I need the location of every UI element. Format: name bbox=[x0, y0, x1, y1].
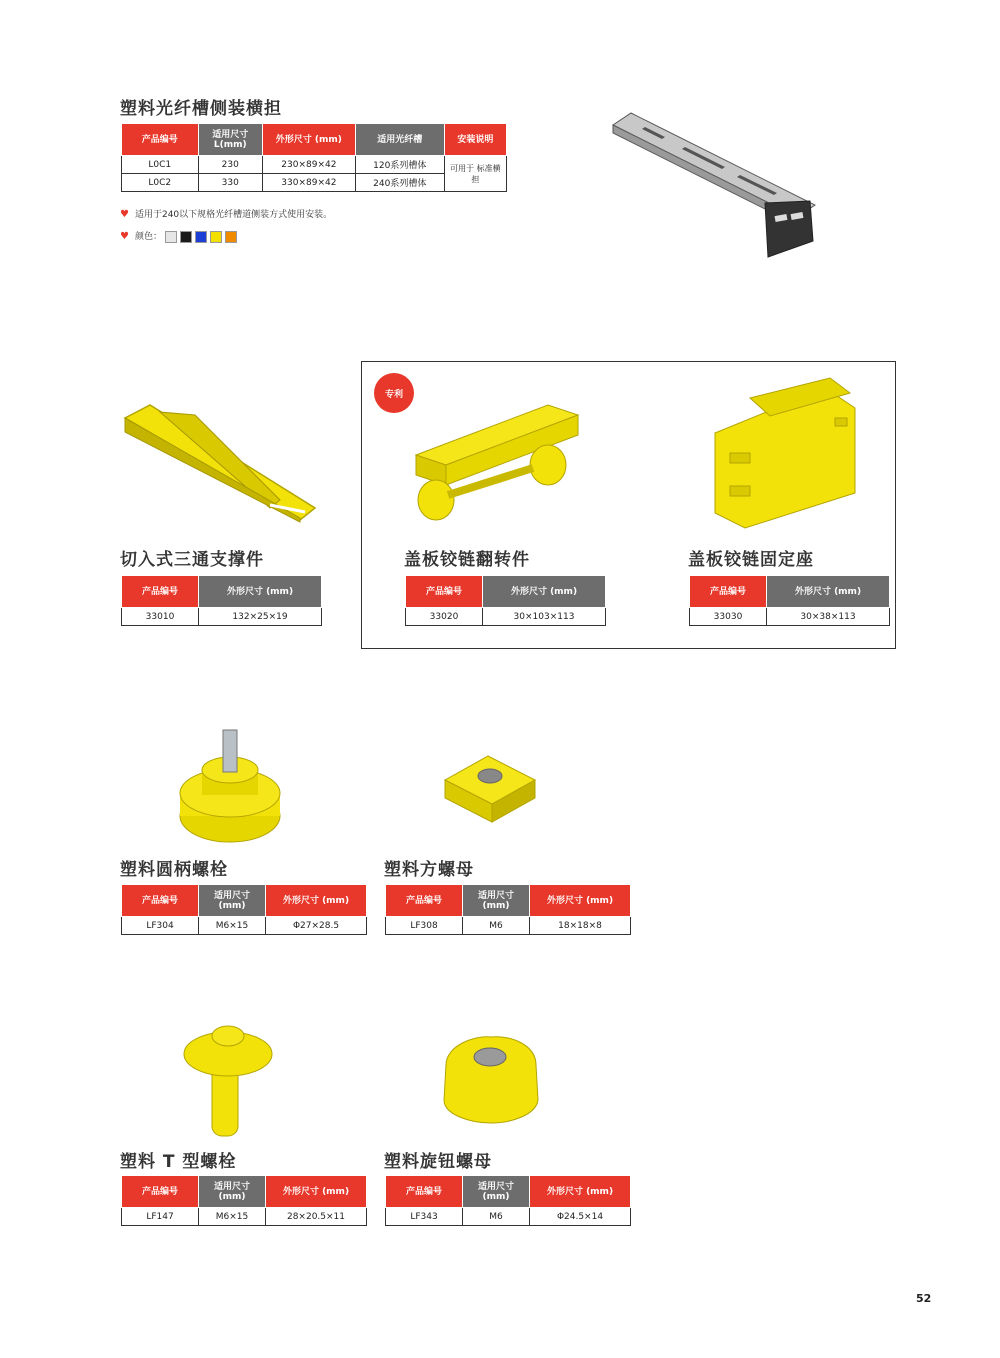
cell: 30×103×113 bbox=[483, 608, 606, 626]
color-swatch bbox=[210, 231, 222, 243]
cell: M6 bbox=[463, 917, 530, 935]
spec-table bbox=[385, 1175, 631, 1226]
cell: LF343 bbox=[386, 1208, 463, 1226]
cell: 120系列槽体 bbox=[355, 156, 444, 174]
spec-table-section1 bbox=[121, 123, 507, 192]
color-swatch bbox=[165, 231, 177, 243]
cell: 18×18×8 bbox=[530, 917, 631, 935]
cell: LF147 bbox=[122, 1208, 199, 1226]
note-text: 适用于240以下规格光纤槽道侧装方式使用安装。 bbox=[134, 210, 333, 220]
spec-table bbox=[385, 884, 631, 935]
cell: 230 bbox=[198, 156, 262, 174]
table-header: 外形尺寸 (mm) bbox=[767, 576, 890, 608]
round-bolt-image bbox=[178, 728, 288, 848]
table-row bbox=[690, 608, 890, 626]
table-header: 外形尺寸 (mm) bbox=[483, 576, 606, 608]
cell: 230×89×42 bbox=[262, 156, 355, 174]
cell: 132×25×19 bbox=[199, 608, 322, 626]
cell: LF308 bbox=[386, 917, 463, 935]
bracket-image bbox=[605, 105, 820, 265]
product-title: 塑料旋钮螺母 bbox=[384, 1152, 492, 1172]
color-swatch bbox=[195, 231, 207, 243]
bullet-icon: ♥ bbox=[120, 231, 129, 242]
header-size: 外形尺寸 (mm) bbox=[262, 124, 355, 156]
table-header: 产品编号 bbox=[406, 576, 483, 608]
spec-table bbox=[121, 884, 367, 935]
section1-title: 塑料光纤槽侧装横担 bbox=[120, 99, 282, 119]
cell: Φ24.5×14 bbox=[530, 1208, 631, 1226]
header-fit: 适用尺寸 L(mm) bbox=[198, 124, 262, 156]
product-title: 切入式三通支撑件 bbox=[120, 550, 264, 570]
table-header: 产品编号 bbox=[122, 1176, 199, 1208]
product-title: 盖板铰链翻转件 bbox=[404, 550, 530, 570]
color-swatch bbox=[225, 231, 237, 243]
spec-table bbox=[121, 575, 322, 626]
cell: M6×15 bbox=[199, 1208, 266, 1226]
page-number: 52 bbox=[916, 1292, 932, 1305]
cell: L0C1 bbox=[122, 156, 199, 174]
note-colors bbox=[120, 229, 237, 243]
table-row bbox=[122, 917, 367, 935]
table-header: 外形尺寸 (mm) bbox=[266, 885, 367, 917]
cell: Φ27×28.5 bbox=[266, 917, 367, 935]
cell: M6×15 bbox=[199, 917, 266, 935]
cell: M6 bbox=[463, 1208, 530, 1226]
spec-table bbox=[689, 575, 890, 626]
color-swatch bbox=[180, 231, 192, 243]
product-title: 塑料 T 型螺栓 bbox=[120, 1152, 237, 1172]
cell-merged: 可用于 标准横担 bbox=[444, 156, 506, 192]
table-header: 外形尺寸 (mm) bbox=[266, 1176, 367, 1208]
spec-table bbox=[405, 575, 606, 626]
table-header: 产品编号 bbox=[122, 885, 199, 917]
cell: 330×89×42 bbox=[262, 174, 355, 192]
square-nut-image bbox=[440, 752, 540, 827]
cell: 33020 bbox=[406, 608, 483, 626]
tee-support-image bbox=[120, 400, 320, 525]
cell: 240系列槽体 bbox=[355, 174, 444, 192]
product-title: 塑料圆柄螺栓 bbox=[120, 860, 228, 880]
table-header: 产品编号 bbox=[386, 1176, 463, 1208]
table-header: 产品编号 bbox=[386, 885, 463, 917]
table-row bbox=[122, 608, 322, 626]
table-header: 产品编号 bbox=[690, 576, 767, 608]
table-header: 外形尺寸 (mm) bbox=[530, 885, 631, 917]
cell: LF304 bbox=[122, 917, 199, 935]
cell: 33010 bbox=[122, 608, 199, 626]
bullet-icon: ♥ bbox=[120, 209, 129, 220]
table-row bbox=[122, 156, 507, 174]
table-header: 外形尺寸 (mm) bbox=[199, 576, 322, 608]
hinge-flip-image bbox=[408, 400, 583, 525]
patent-badge: 专利 bbox=[374, 373, 414, 413]
knob-nut-image bbox=[436, 1035, 546, 1125]
table-header: 适用尺寸 (mm) bbox=[199, 885, 266, 917]
table-row bbox=[386, 1208, 631, 1226]
table-header: 适用尺寸 (mm) bbox=[463, 1176, 530, 1208]
table-row bbox=[386, 917, 631, 935]
cell: 330 bbox=[198, 174, 262, 192]
color-swatches bbox=[162, 232, 237, 242]
table-row bbox=[406, 608, 606, 626]
header-install: 安装说明 bbox=[444, 124, 506, 156]
table-header: 外形尺寸 (mm) bbox=[530, 1176, 631, 1208]
cell: 30×38×113 bbox=[767, 608, 890, 626]
table-row bbox=[122, 1208, 367, 1226]
cell: 33030 bbox=[690, 608, 767, 626]
note-usage bbox=[120, 207, 332, 220]
product-title: 盖板铰链固定座 bbox=[688, 550, 814, 570]
table-header: 产品编号 bbox=[122, 576, 199, 608]
note-text: 颜色： bbox=[134, 232, 162, 242]
cell: L0C2 bbox=[122, 174, 199, 192]
product-title: 塑料方螺母 bbox=[384, 860, 474, 880]
cell: 28×20.5×11 bbox=[266, 1208, 367, 1226]
table-header: 适用尺寸 (mm) bbox=[199, 1176, 266, 1208]
t-bolt-image bbox=[180, 1020, 280, 1140]
table-header: 适用尺寸 (mm) bbox=[463, 885, 530, 917]
hinge-seat-image bbox=[710, 378, 865, 533]
header-slot: 适用光纤槽 bbox=[355, 124, 444, 156]
header-code: 产品编号 bbox=[122, 124, 199, 156]
spec-table bbox=[121, 1175, 367, 1226]
